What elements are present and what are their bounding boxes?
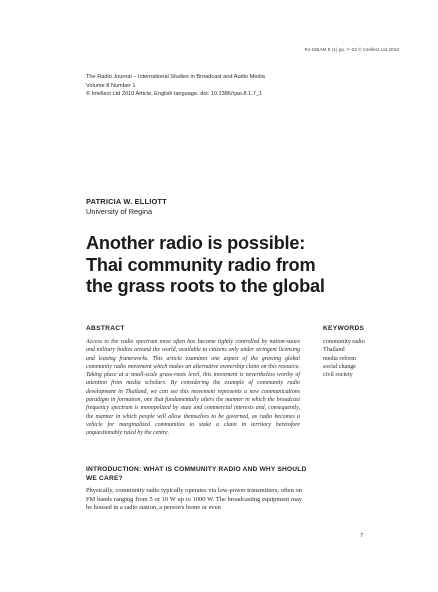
keyword-item: media reform <box>323 355 356 362</box>
journal-title: The Radio Journal – International Studies in Broadcast and Audio Media <box>86 74 265 80</box>
running-head: RJ-ISBAM 8 (1) pp. 7–22 © Intellect Ltd 2010 <box>304 47 399 52</box>
journal-info <box>86 73 265 99</box>
keywords-heading: KEYWORDS <box>323 325 365 332</box>
abstract-heading: ABSTRACT <box>86 325 125 332</box>
keyword-item: community radio <box>323 339 365 345</box>
author-block <box>86 197 167 217</box>
title-line-1: Another radio is possible: <box>86 233 306 253</box>
journal-copyright: © Intellect Ltd 2010 Article. English language. doi: 10.1386/rjao.8.1.7_1 <box>86 91 263 98</box>
introduction-body: Physically, community radio typically operates via low-power transmitters, often on FM bands ranging from 5 or 10 W up to 1000 W. The broadcasting equipment may be housed in a radio station, a person's home or even <box>86 487 302 512</box>
keyword-item: Thailand <box>323 347 345 354</box>
article-title <box>86 233 386 298</box>
introduction-heading: INTRODUCTION: WHAT IS COMMUNITY RADIO AND WHY SHOULD WE CARE? <box>86 466 307 482</box>
keyword-item: civil society <box>323 372 353 379</box>
keyword-item: social change <box>323 363 356 370</box>
journal-volume: Volume 8 Number 1 <box>86 82 136 89</box>
keywords-list <box>323 338 365 379</box>
author-affiliation: University of Regina <box>86 207 153 216</box>
title-line-3: the grass roots to the global <box>86 276 325 296</box>
abstract-body: Access to the radio spectrum most often has become tightly controlled by nation-states and military bodies around the world, available to citizens only under stringent licensing and leasing frameworks. This article examines one aspect of the growing global community radio movement which makes an alternative ownership claim on this resource. Taking place at a small-scale grass-roots level, this movement is nevertheless worthy of attention from media scholars. By considering the example of community radio development in Thailand, we can see this movement represents a new communications paradigm in formation, one that fundamentally alters the manner in which the broadcast frequency spectrum is monopolized by state and commercial interests and, consequently, the manner in which people will allow themselves to be governed, as radio becomes a vehicle for marginalized communities to stake a claim in territory heretofore unquestionably ruled by the centre. <box>86 339 300 437</box>
page-number: 7 <box>360 533 364 539</box>
author-name: PATRICIA W. ELLIOTT <box>86 197 167 206</box>
title-line-2: Thai community radio from <box>86 254 316 275</box>
